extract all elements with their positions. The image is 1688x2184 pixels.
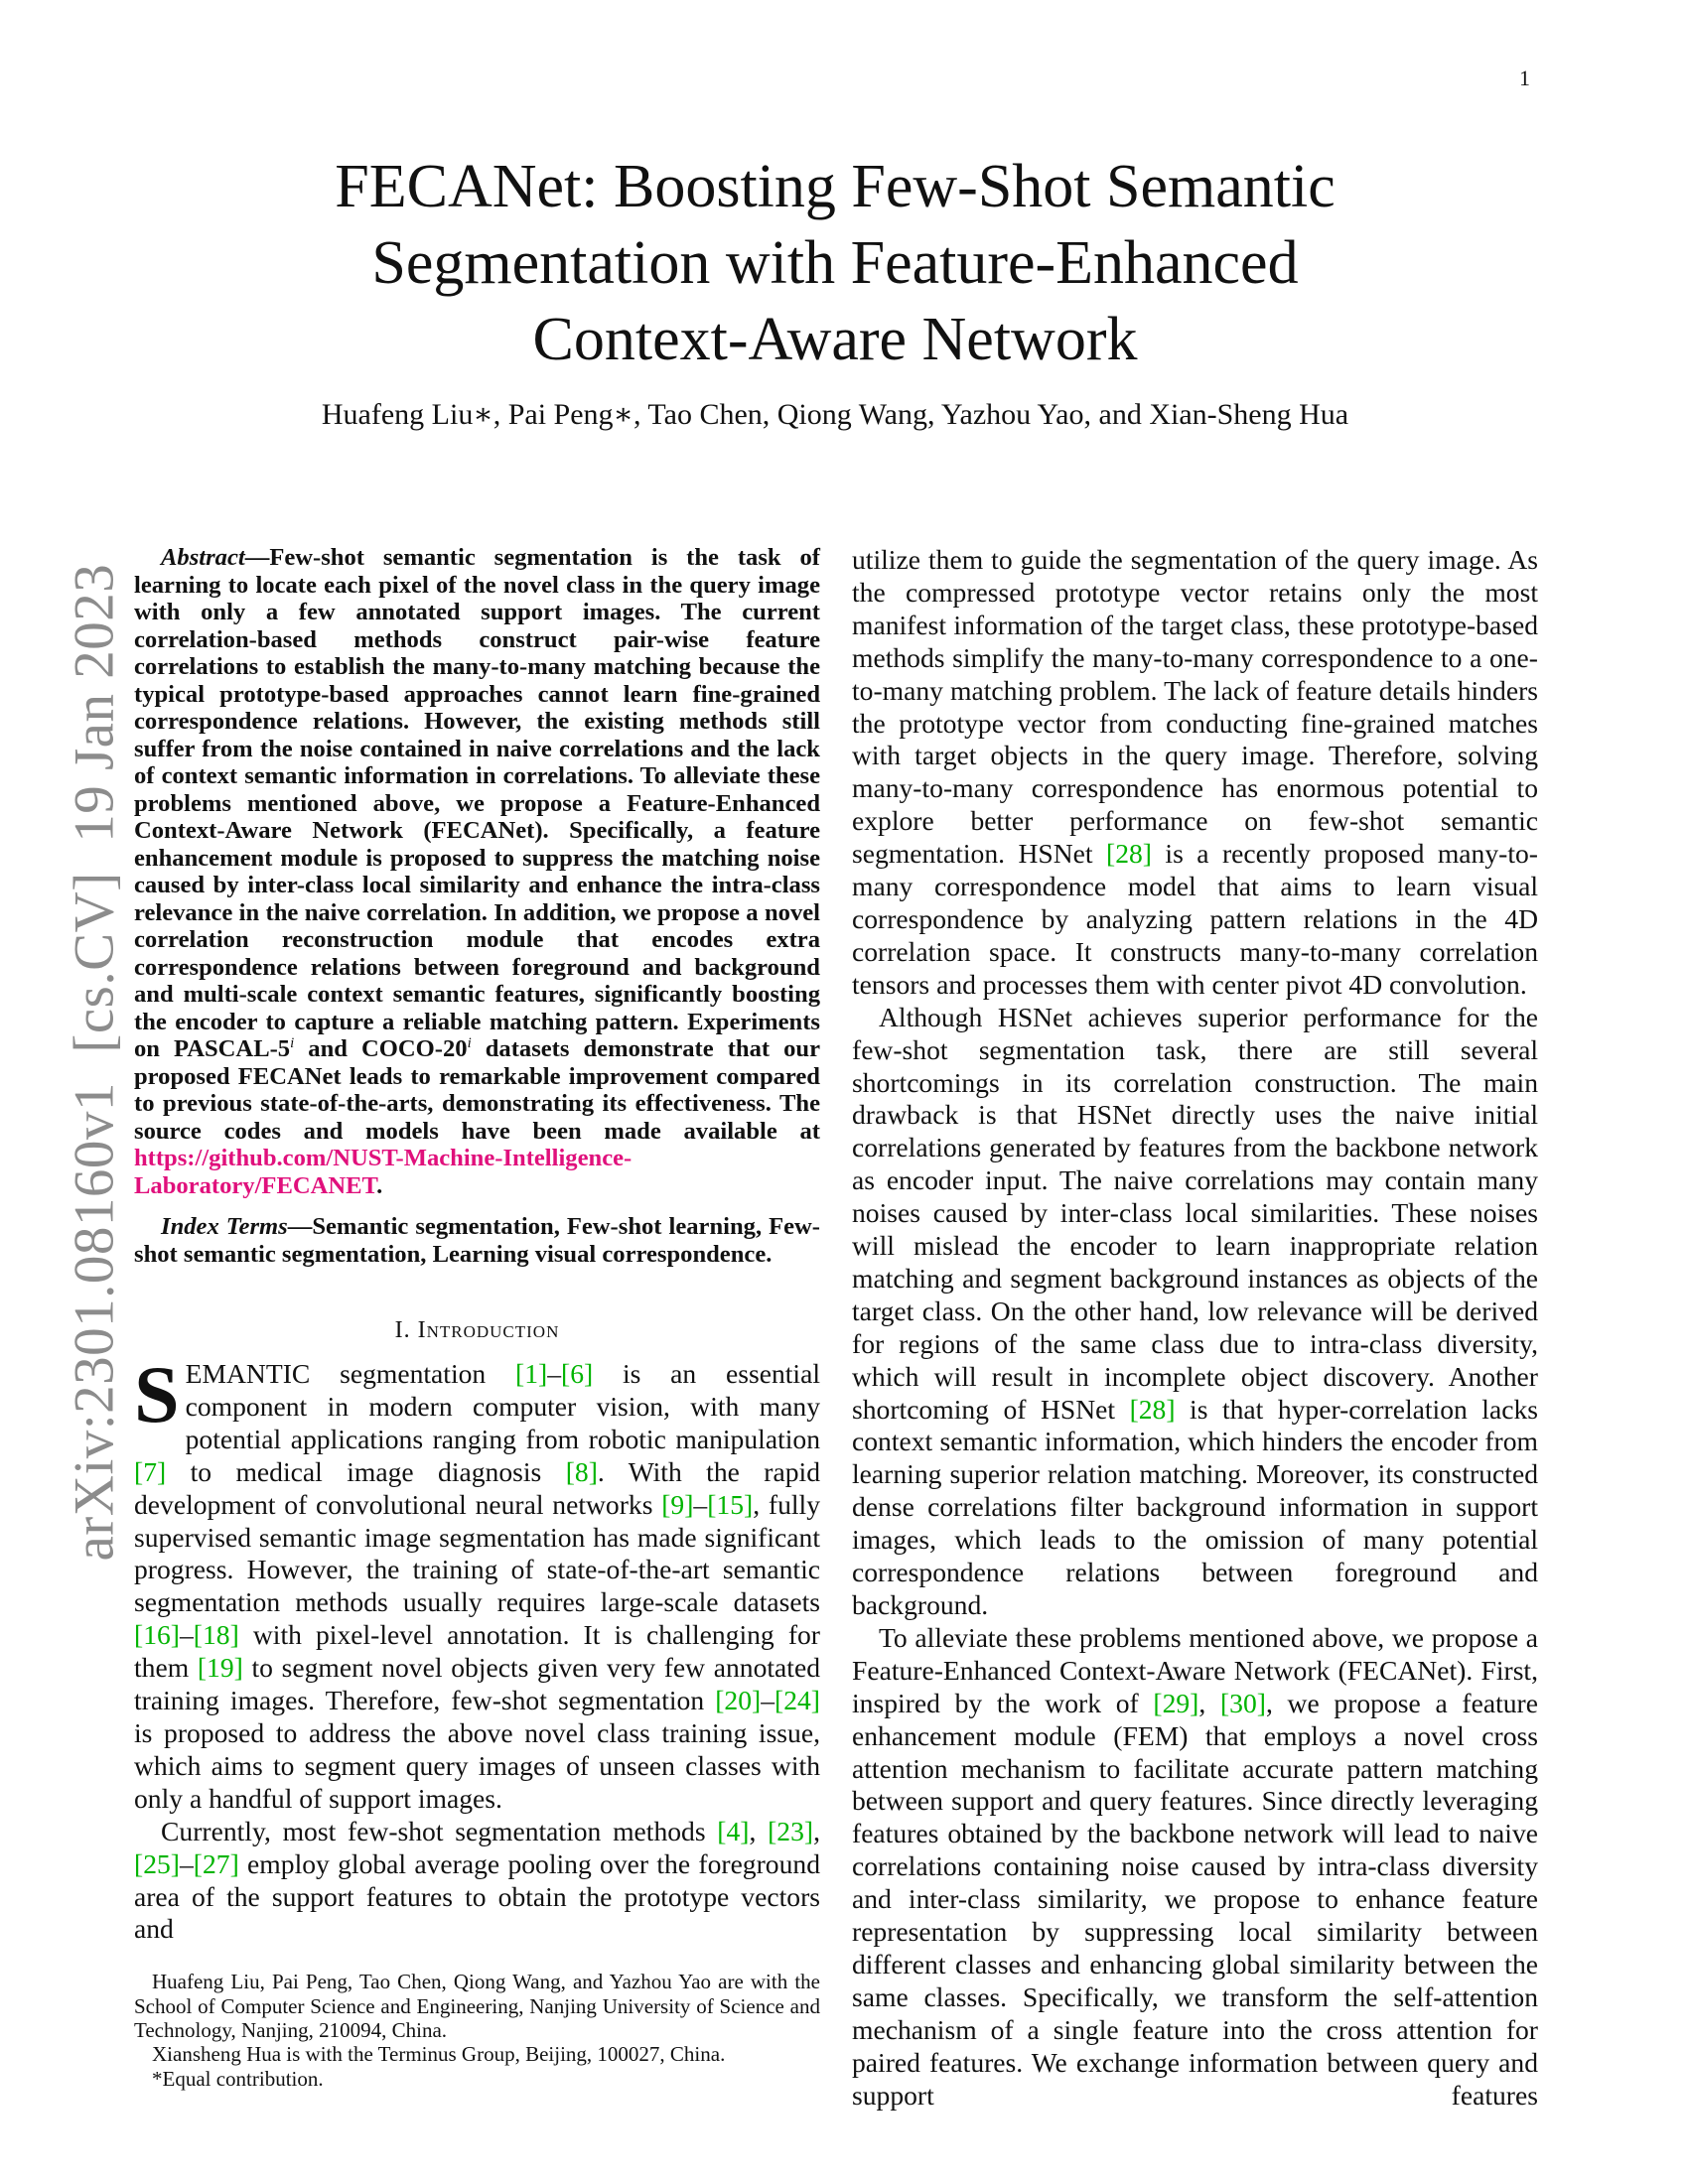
- intro-paragraph: [852, 544, 1538, 1002]
- superscript: i: [290, 1034, 295, 1051]
- citation-link[interactable]: [18]: [193, 1619, 239, 1651]
- github-link[interactable]: https://github.com/NUST-Machine-Intelligence-Laboratory/FECANET: [134, 1145, 633, 1199]
- title-line: FECANet: Boosting Few-Shot Semantic: [335, 153, 1336, 220]
- intro-paragraph: [134, 1349, 820, 1816]
- citation-link[interactable]: [4]: [717, 1815, 750, 1846]
- footnote: Xiansheng Hua is with the Terminus Group, Beijing, 100027, China.: [152, 2042, 726, 2067]
- title-line: Context-Aware Network: [532, 306, 1138, 373]
- citation-link[interactable]: [7]: [134, 1455, 167, 1487]
- citation-link[interactable]: [28]: [1106, 838, 1152, 870]
- citation-link[interactable]: [1]: [515, 1358, 548, 1389]
- citation-link[interactable]: [16]: [134, 1619, 180, 1651]
- text-run: –: [693, 1488, 708, 1520]
- intro-paragraph: [852, 1002, 1538, 1622]
- text-run: –: [761, 1685, 775, 1716]
- text-run: —Few-shot semantic segmentation is the task of learning to locate each pixel of the novel class in the query image with only a few annotated support images. The current correlation-based methods construct pair-wise feature correlations to establish the many-to-many matching because the typical prototype-based approaches cannot learn fine-grained correspondence relations. However, the existing methods still suffer from the noise contained in naive correlations and the lack of context semantic information in correlations. To alleviate these problems mentioned above, we propose a Feature-Enhanced Context-Aware Network (FECANet). Specifically, a feature enhancement module is proposed to suppress the matching noise caused by inter-class local similarity and enhance the intra-class relevance in the naive correlation. In addition, we propose a novel correlation reconstruction module that encodes extra correspondence relations between foreground and background and multi-scale context semantic features, significantly boosting the encoder to capture a reliable matching pattern. Experiments on PASCAL-5: [134, 544, 820, 1062]
- citation-link[interactable]: [29]: [1153, 1687, 1199, 1718]
- text-run: is a recently proposed many-to-many correspondence model that aims to learn visual correspondence by analyzing pattern relations in the 4D correlation space. It constructs many-to-many correlation tensors and processes them with center pivot 4D convolution.: [852, 838, 1538, 1000]
- text-run: to segment novel objects given very few annotated training images. Therefore, few-shot segmentation: [134, 1652, 820, 1716]
- citation-link[interactable]: [28]: [1129, 1393, 1176, 1425]
- title-line: Segmentation with Feature-Enhanced: [371, 229, 1299, 297]
- citation-link[interactable]: [30]: [1219, 1687, 1266, 1718]
- citation-link[interactable]: [15]: [707, 1488, 754, 1520]
- paragraph-text: [134, 1349, 820, 1814]
- text-run: segmentation: [310, 1358, 516, 1389]
- arxiv-watermark: arXiv:2301.08160v1 [cs.CV] 19 Jan 2023: [63, 563, 126, 1562]
- footnote: *Equal contribution.: [152, 2066, 324, 2091]
- citation-link[interactable]: [23]: [768, 1815, 814, 1846]
- drop-cap: S: [134, 1349, 180, 1439]
- citation-link[interactable]: [9]: [661, 1488, 694, 1520]
- text-run: employ global average pooling over the foreground area of the support features to obtain the prototype vectors and: [134, 1847, 820, 1945]
- text-run: is proposed to address the above novel class training issue, which aims to segment query images of unseen classes with only a handful of support images.: [134, 1716, 820, 1814]
- text-run: –: [547, 1358, 561, 1389]
- superscript: i: [467, 1034, 472, 1051]
- abstract: [134, 544, 820, 1199]
- author-list: Huafeng Liu∗, Pai Peng∗, Tao Chen, Qiong Wang, Yazhou Yao, and Xian-Sheng Hua: [321, 398, 1349, 431]
- text-run: and COCO-20: [294, 1035, 468, 1062]
- text-run: datasets demonstrate that our proposed FECANet leads to remarkable improvement compared to previous state-of-the-arts, demonstrating its effectiveness. The source codes and models have been made available at: [134, 1035, 821, 1145]
- text-run: Currently, most few-shot segmentation methods: [161, 1815, 718, 1846]
- citation-link[interactable]: [8]: [565, 1455, 598, 1487]
- text-run: To alleviate these problems mentioned above, we propose a Feature-Enhanced Context-Aware Network (FECANet). First, inspired by the work of: [852, 1621, 1538, 1718]
- citation-link[interactable]: [25]: [134, 1847, 180, 1879]
- paper-title: [199, 149, 1472, 378]
- page-number: 1: [1519, 66, 1530, 90]
- text-run: ,: [749, 1815, 769, 1846]
- citation-link[interactable]: [24]: [774, 1685, 820, 1716]
- text-run: to medical image diagnosis: [166, 1455, 566, 1487]
- abstract-text: [134, 544, 820, 1199]
- index-terms-text: —Semantic segmentation, Few-shot learning, Few-shot semantic segmentation, Learning visual correspondence.: [134, 1213, 820, 1268]
- citation-link[interactable]: [27]: [193, 1847, 239, 1879]
- footnote: Huafeng Liu, Pai Peng, Tao Chen, Qiong Wang, and Yazhou Yao are with the School of Computer Science and Engineering, Nanjing University of Science and Technology, Nanjing, 210094, China.: [134, 1970, 820, 2042]
- footnotes: [134, 1946, 820, 2090]
- text-run: with pixel-level annotation. It is challenging for them: [134, 1619, 820, 1684]
- citation-link[interactable]: [6]: [561, 1358, 594, 1389]
- text-run: , we propose a feature enhancement module (FEM) that employs a novel cross attention mechanism to facilitate accurate pattern matching between support and query features. Since directly leveraging features obtained by the backbone network will lead to naive correlations containing noise caused by intra-class diversity and inter-class similarity, we propose to enhance feature representation by suppressing local similarity between different classes and enhancing global similarity between the same classes. Specifically, we transform the self-attention mechanism of a single feature into the cross attention for paired features. We exchange information between query and support features: [852, 1687, 1538, 2111]
- text-run: is that hyper-correlation lacks context semantic information, which hinders the encoder from learning superior relation matching. Moreover, its constructed dense correlations filter background information in support images, which leads to the omission of many potential correspondence relations between foreground and background.: [852, 1393, 1538, 1620]
- text-run: , fully supervised semantic image segmentation has made significant progress. However, the training of state-of-the-art semantic segmentation methods usually requires large-scale datasets: [134, 1488, 820, 1618]
- text-run: –: [179, 1847, 194, 1879]
- text-run: ,: [1198, 1687, 1220, 1718]
- abstract-label: Abstract: [161, 544, 245, 571]
- text-run: ,: [813, 1815, 820, 1846]
- index-terms: [134, 1213, 820, 1268]
- text-run: –: [179, 1619, 194, 1651]
- index-terms-label: Index Terms: [161, 1213, 288, 1240]
- section-heading-introduction: I. Introduction: [394, 1317, 560, 1343]
- text-run: Although HSNet achieves superior performance for the few-shot segmentation task, there are still several shortcomings in its correlation construction. The main drawback is that HSNet directly uses the naive initial correlations generated by features from the backbone network as encoder input. The naive correlations may contain many noises caused by inter-class local similarities. These noises will mislead the encoder to learn inappropriate relation matching and segment background instances as objects of the target class. On the other hand, low relevance will be derived for regions of the same class due to intra-class diversity, which will result in incomplete object discovery. Another shortcoming of HSNet: [852, 1001, 1538, 1425]
- text-run: is an essential component in modern computer vision, with many potential applications ranging from robotic manipulation: [185, 1358, 820, 1454]
- right-column: [852, 544, 1538, 2113]
- left-column: [134, 544, 820, 2091]
- citation-link[interactable]: [19]: [197, 1652, 243, 1684]
- text-run: .: [376, 1171, 383, 1199]
- smallcaps-word: EMANTIC: [185, 1358, 311, 1389]
- citation-link[interactable]: [20]: [715, 1685, 762, 1716]
- intro-paragraph: [134, 1816, 820, 1947]
- text-run: . With the rapid development of convolutional neural networks: [134, 1455, 820, 1520]
- intro-paragraph: [852, 1622, 1538, 2113]
- text-run: utilize them to guide the segmentation of the query image. As the compressed prototype vector retains only the most manifest information of the target class, these prototype-based methods simplify the many-to-many correspondence to a one-to-many matching problem. The lack of feature details hinders the prototype vector from conducting fine-grained matches with target objects in the query image. Therefore, solving many-to-many correspondence has enormous potential to explore better performance on few-shot semantic segmentation. HSNet: [852, 544, 1538, 870]
